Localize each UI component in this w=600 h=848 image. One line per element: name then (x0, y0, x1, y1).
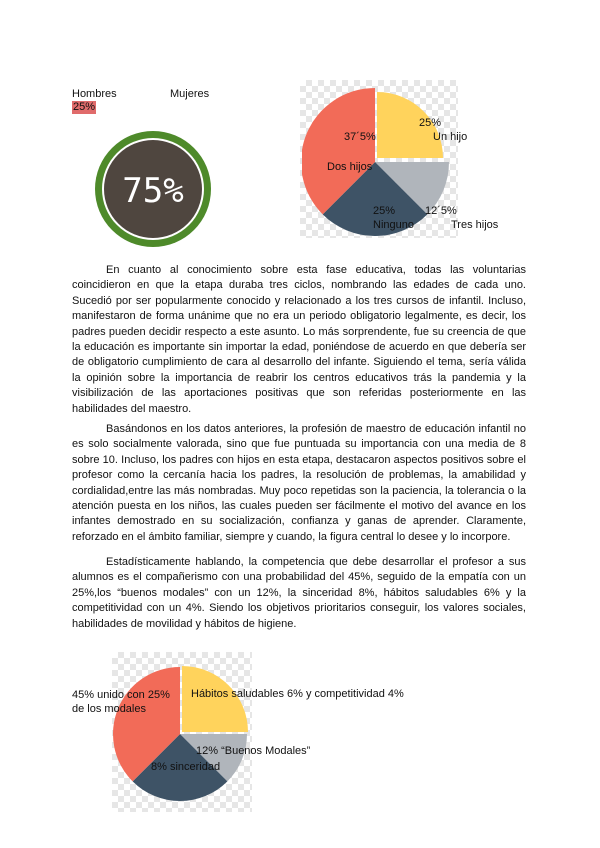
legend-label-mujeres: Mujeres (170, 88, 210, 100)
pie2-label-buenos-modales: 12% “Buenos Modales” (196, 745, 311, 757)
pie1-label-un-hijo: Un hijo (433, 131, 468, 143)
paragraph-3: Estadísticamente hablando, la competencia que debe desarrollar el profesor a sus alumnos es el compañerismo con una probabilidad del 45%, seguido de la empatía con un 25%,los “buenos modales” con un 12%, la sinceridad 8%, hábitos saludables 6% y la competitividad con un 4%. Siendo los objetivos prioritarios conseguir, los valores sociales, habilidades de movilidad y hábitos de higiene. (72, 556, 526, 630)
paragraph-1: En cuanto al conocimiento sobre esta fase educativa, todas las voluntarias coincidieron en que la etapa duraba tres ciclos, nombrando las edades de cada uno. Sucedió por ser popularmente conocido y relacionado a los tres cursos de infantil. Incluso, manifestaron de forma unánime que no era un periodo obligatorio legalmente, es decir, los padres pueden decidir respecto a este asunto. Lo más sorprendente, fue su creencia de que la educación es importante sin importar la edad, poniéndose de acuerdo en que debería ser de obligatorio cumplimiento de cara al desarrollo del infante. Siguiendo el tema, sería válida la opinión sobre la importancia de reabrir los centros educativos trás la pandemia y la visibilización de las aportaciones positivas que son referidas posteriormente en las habilidades del maestro. (72, 264, 526, 415)
pie2-label-unido-modales: 45% unido con 25% de los modales (72, 689, 170, 715)
donut-center-text: 75% (122, 171, 184, 211)
donut-chart (88, 126, 218, 252)
pie2-label-sinceridad: 8% sinceridad (151, 761, 221, 773)
pie1-label-tres-hijos: Tres hijos (451, 219, 499, 231)
pie1-value-un-hijo: 25% (419, 117, 442, 129)
highlight-percent-label: 25% (73, 101, 96, 113)
pie1-value-tres-hijos: 12´5% (425, 205, 457, 217)
pie1-value-ninguno: 25% (373, 205, 396, 217)
legend-label-hombres: Hombres (72, 88, 117, 100)
pie-chart-2 (112, 652, 252, 812)
paragraph-2: Basándonos en los datos anteriores, la profesión de maestro de educación infantil no es solo socialmente valorada, sino que fue puntuada su importancia con una media de 8 sobre 10. Incluso, los padres con hijos en esta etapa, destacaron aspectos positivos sobre el profesor como la cercanía hacia los padres, la resolución de problemas, la amabilidad y cordialidad,entre las más nombradas. Muy poco repetidas son la paciencia, la tolerancia o la atención puesta en los niños, las cuales pueden ser fácilmente el motivo del avance en los infantes demostrado en su socialización, confianza y ganas de aprender. Claramente, reforzado en el ámbito familiar, siempre y cuando, la figura central lo desee y lo incorpore. (72, 423, 526, 543)
pie1-value-dos-hijos: 37´5% (344, 131, 376, 143)
pie1-label-dos-hijos: Dos hijos (327, 161, 373, 173)
pie2-label-habitos-competitividad: Hábitos saludables 6% y competitividad 4% (191, 688, 404, 700)
pie1-label-ninguno: Ninguno (373, 219, 414, 231)
